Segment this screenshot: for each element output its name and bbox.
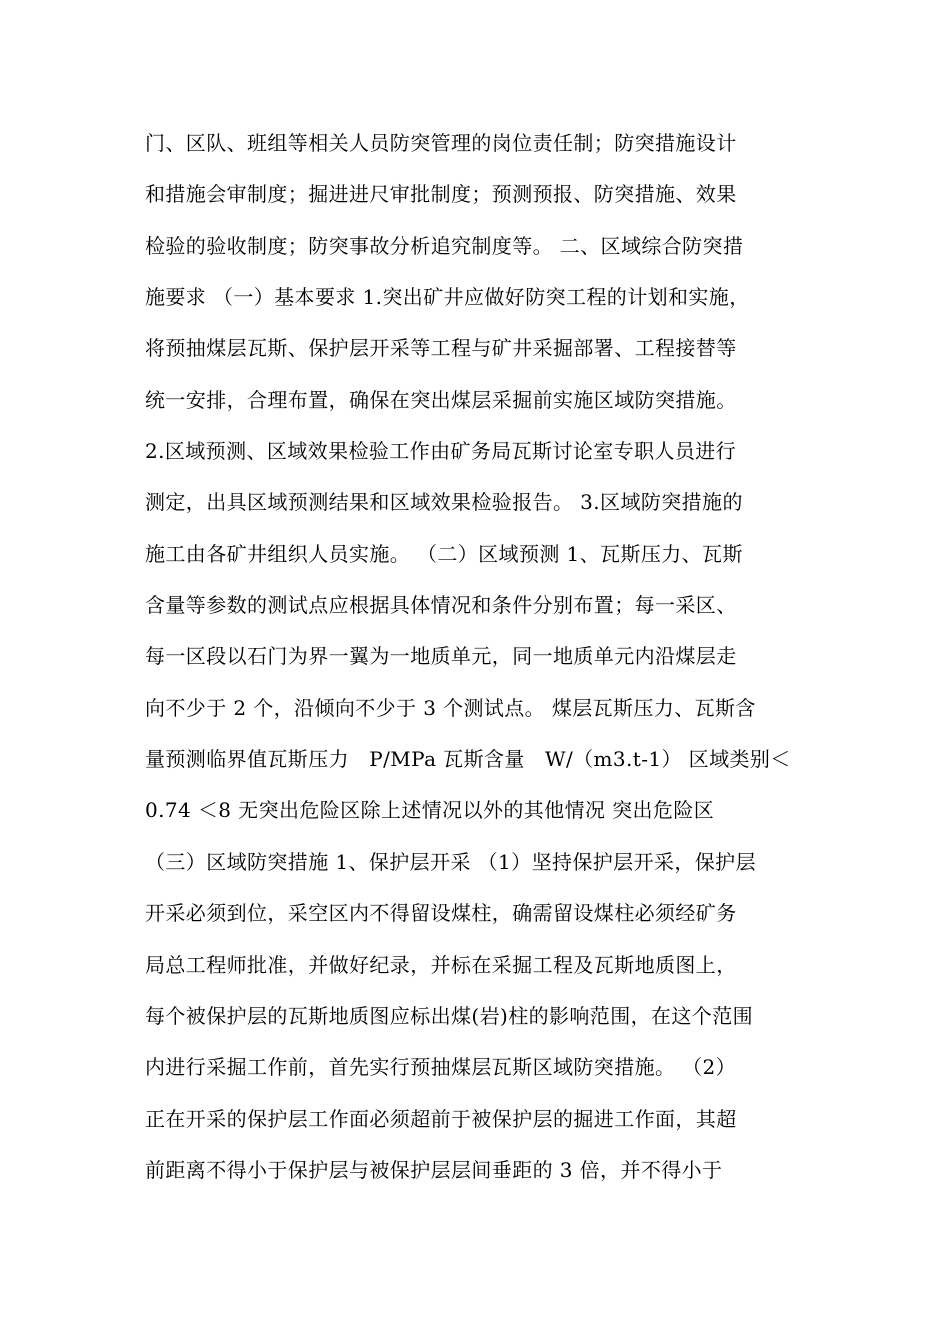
- text-line: 开采必须到位，采空区内不得留设煤柱，确需留设煤柱必须经矿务: [145, 901, 737, 926]
- text-line: 每一区段以石门为界一翼为一地质单元，同一地质单元内沿煤层走: [145, 644, 737, 669]
- text-line: 施要求 （一）基本要求 1.突出矿井应做好防突工程的计划和实施，: [145, 285, 750, 310]
- text-line: 统一安排，合理布置，确保在突出煤层采掘前实施区域防突措施。: [145, 387, 737, 412]
- text-line: 测定，出具区域预测结果和区域效果检验报告。 3.区域防突措施的: [145, 490, 743, 515]
- text-line: 含量等参数的测试点应根据具体情况和条件分别布置；每一采区、: [145, 593, 737, 618]
- text-line: 2.区域预测、区域效果检验工作由矿务局瓦斯讨论室专职人员进行: [145, 439, 737, 464]
- text-line: 施工由各矿井组织人员实施。 （二）区域预测 1、瓦斯压力、瓦斯: [145, 541, 743, 566]
- text-line: 前距离不得小于保护层与被保护层层间垂距的 3 倍，并不得小于: [145, 1157, 723, 1182]
- text-line: 每个被保护层的瓦斯地质图应标出煤(岩)柱的影响范围，在这个范围: [145, 1003, 754, 1028]
- body-text: [145, 118, 825, 1196]
- text-line: 和措施会审制度；掘进进尺审批制度；预测预报、防突措施、效果: [145, 182, 737, 207]
- text-line: 门、区队、班组等相关人员防突管理的岗位责任制；防突措施设计: [145, 131, 737, 155]
- text-line: 向不少于 2 个，沿倾向不少于 3 个测试点。 煤层瓦斯压力、瓦斯含: [145, 695, 756, 720]
- text-line: 0.74 ＜8 无突出危险区除上述情况以外的其他情况 突出危险区: [145, 798, 715, 823]
- text-line: 局总工程师批准，并做好纪录，并标在采掘工程及瓦斯地质图上，: [145, 952, 737, 977]
- text-line: 将预抽煤层瓦斯、保护层开采等工程与矿井采掘部署、工程接替等: [145, 336, 737, 361]
- text-line: 量预测临界值瓦斯压力 P/MPa 瓦斯含量 W/（m3.t-1） 区域类别＜: [145, 747, 791, 772]
- text-line: 正在开采的保护层工作面必须超前于被保护层的掘进工作面，其超: [145, 1106, 737, 1131]
- text-line: 内进行采掘工作前，首先实行预抽煤层瓦斯区域防突措施。 （2）: [145, 1055, 737, 1080]
- text-line: （三）区域防突措施 1、保护层开采 （1）坚持保护层开采，保护层: [145, 849, 756, 874]
- text-line: 检验的验收制度；防突事故分析追究制度等。 二、区域综合防突措: [145, 233, 744, 258]
